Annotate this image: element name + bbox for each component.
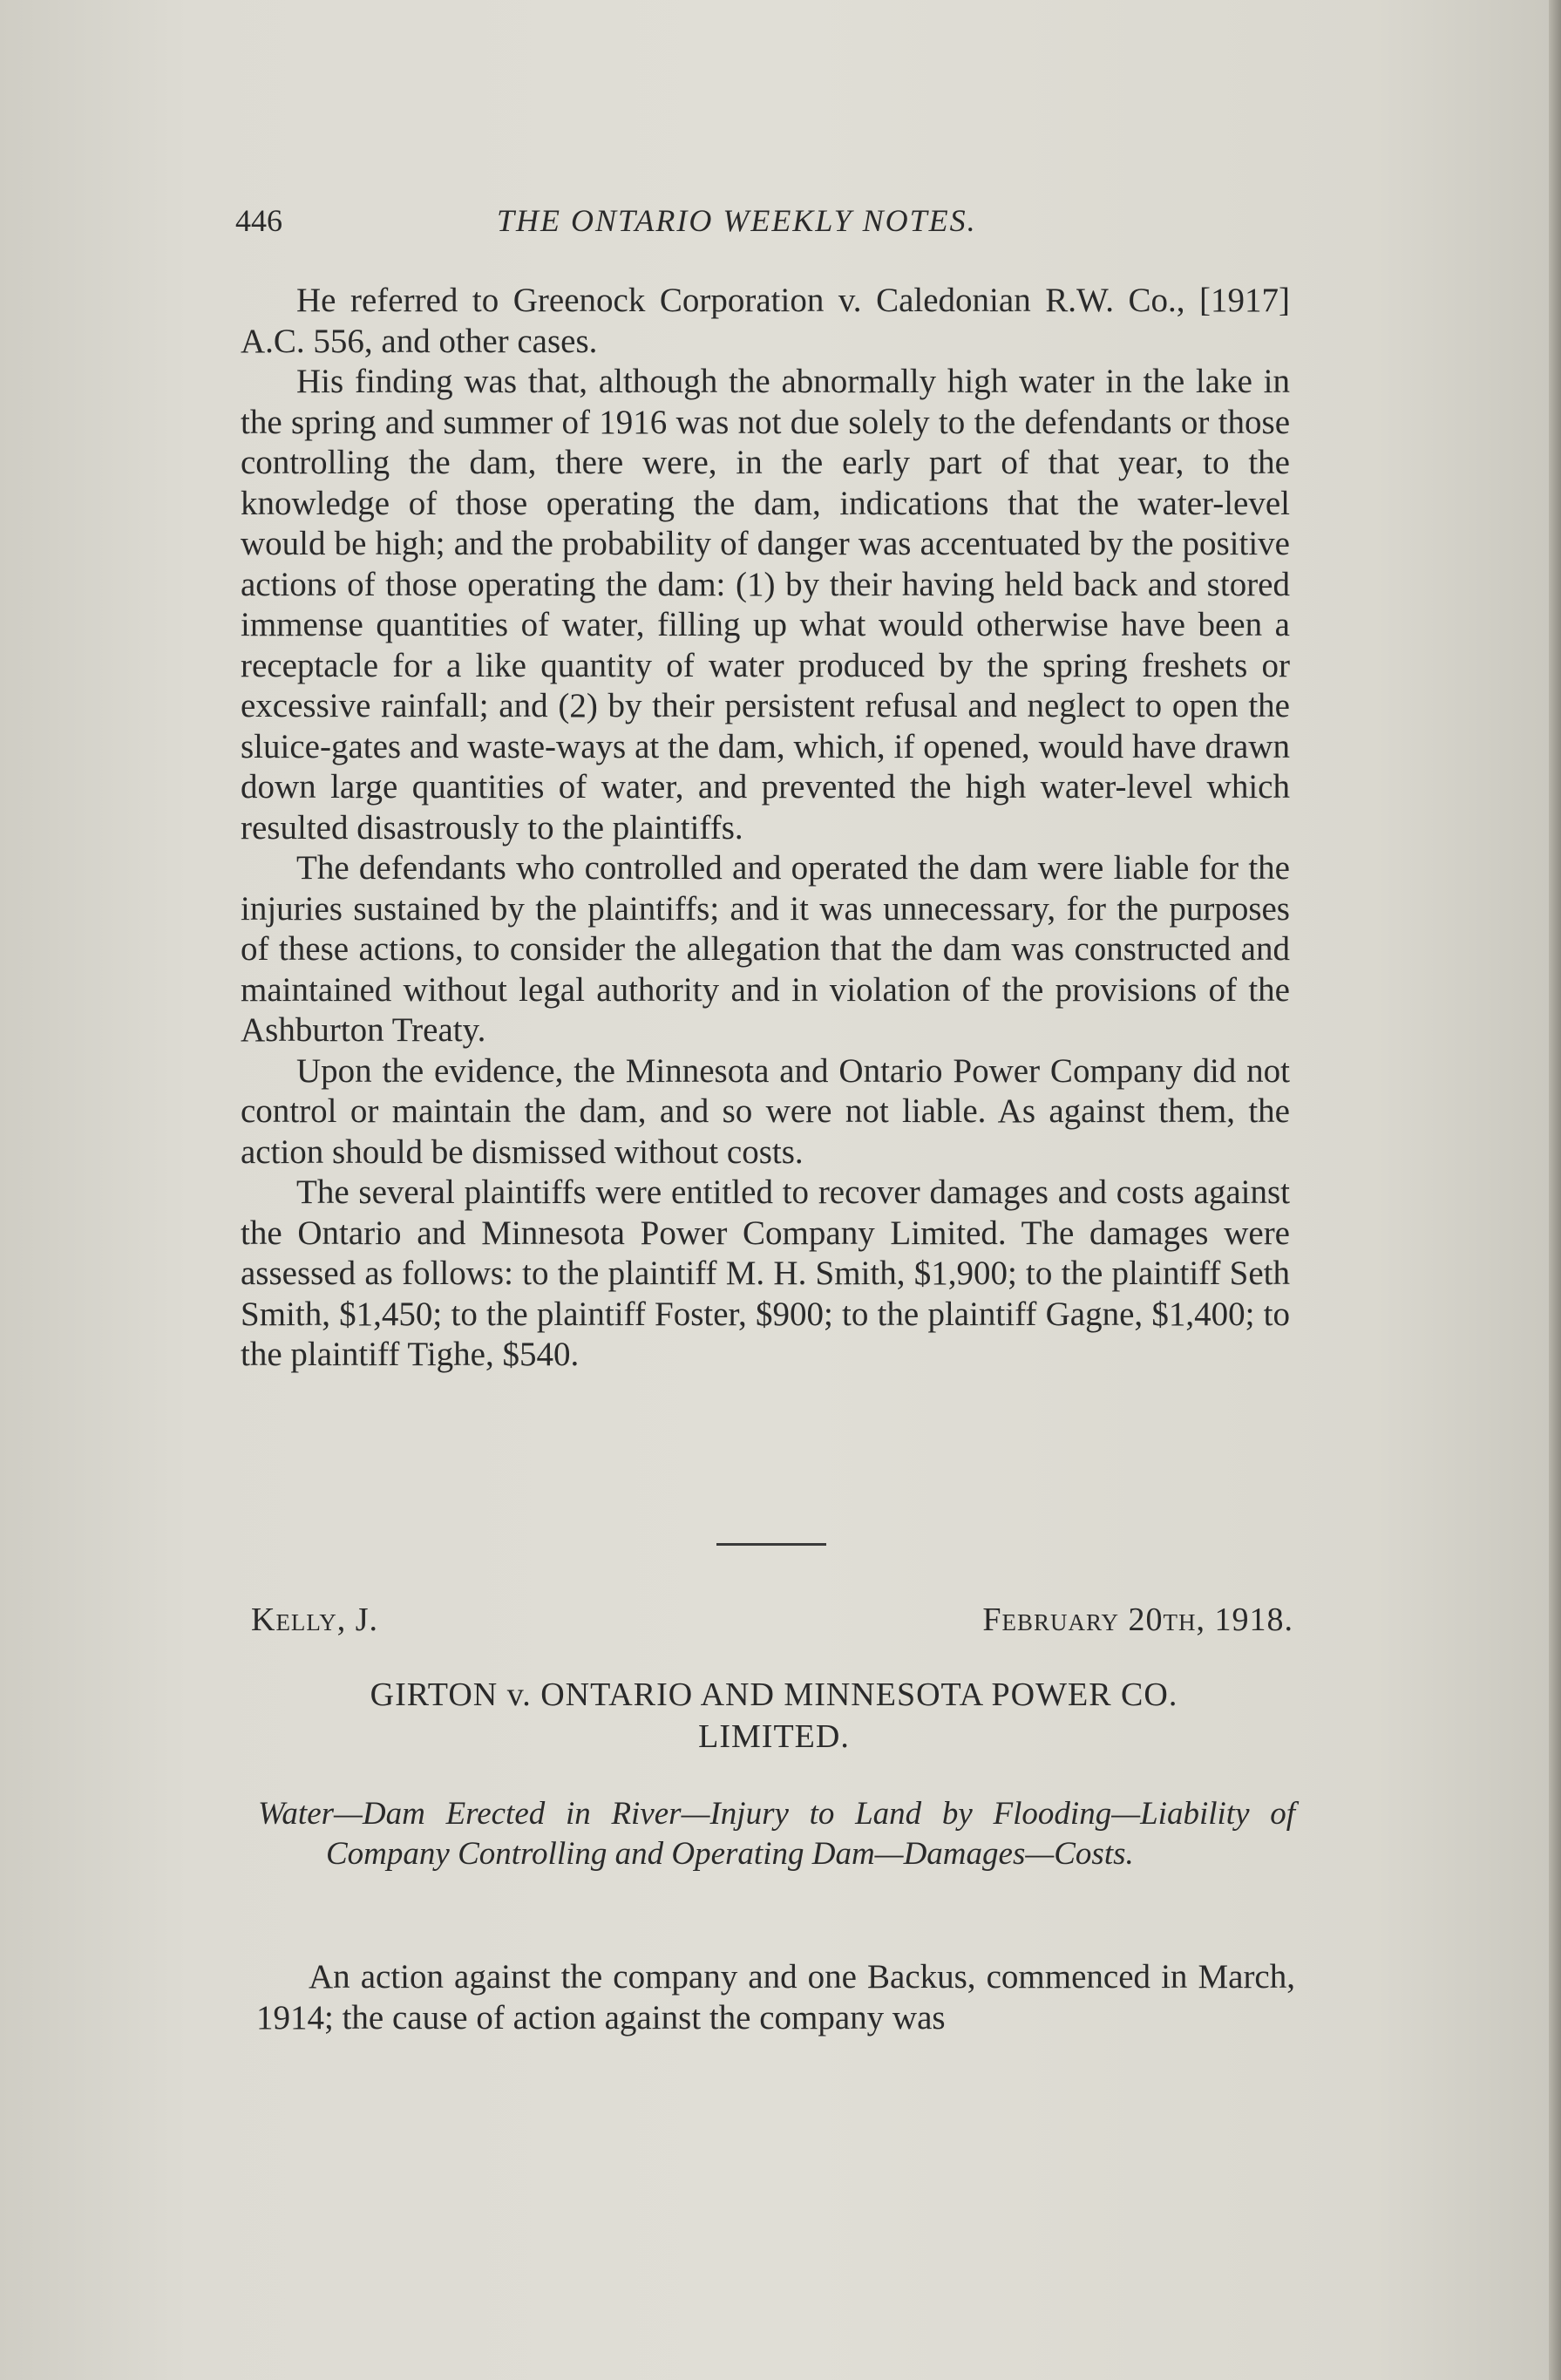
section-divider <box>716 1543 826 1546</box>
journal-title: THE ONTARIO WEEKLY NOTES. <box>497 203 977 238</box>
page-edge-shadow <box>1549 0 1561 2380</box>
headnote: Water—Dam Erected in River—Injury to Land by Flooding—Liability of Company Controlling and Operating Dam—Damages—Costs. <box>258 1796 1295 1872</box>
case-title-line: LIMITED. <box>698 1718 850 1755</box>
page-number: 446 <box>235 203 282 238</box>
judgment-date: February 20th, 1918. <box>982 1601 1293 1638</box>
paragraph: He referred to Greenock Corporation v. Caledonian R.W. Co., [1917] A.C. 556, and other cases. <box>241 282 1290 360</box>
paragraph: The defendants who controlled and operated the dam were liable for the injuries sustained by the plaintiffs; and it was unnecessary, for the purposes of these actions, to consider the allegation that the dam was constructed and maintained without legal authority and in violation of the provisions of the Ashburton Treaty. <box>241 849 1290 1049</box>
case-title <box>253 1674 1295 1758</box>
body-text <box>241 281 1290 1376</box>
opening-paragraph: An action against the company and one Backus, commenced in March, 1914; the cause of action against the company was <box>256 1958 1295 2037</box>
paragraph: The several plaintiffs were entitled to recover damages and costs against the Ontario and Minnesota Power Company Limited. The damages were assessed as follows: to the plaintiff M. H. Smith, $1,900; to the plaintiff Seth Smith, $1,450; to the plaintiff Foster, $900; to the plaintiff Gagne, $1,400; to the plaintiff Tighe, $540. <box>241 1173 1290 1373</box>
judge-name: Kelly, J. <box>251 1601 379 1638</box>
paragraph: Upon the evidence, the Minnesota and Ontario Power Company did not control or maintain the dam, and so were not liable. As against them, the action should be dismissed without costs. <box>241 1051 1290 1171</box>
case-title-line: GIRTON v. ONTARIO AND MINNESOTA POWER CO. <box>370 1676 1178 1713</box>
paragraph: His finding was that, although the abnormally high water in the lake in the spring and summer of 1916 was not due solely to the defendants or those controlling the dam, there were, in the early part of that year, to the knowledge of those operating the dam, indications that the water-level would be high; and the probability of danger was accentuated by the positive actions of those operating the dam: (1) by their having held back and stored immense quantities of water, filling up what would otherwise have been a receptacle for a like quantity of water produced by the spring freshets or excessive rainfall; and (2) by their persistent refusal and neglect to open the sluice-gates and waste-ways at the dam, which, if opened, would have drawn down large quantities of water, and prevented the high water-level which resulted disastrously to the plaintiffs. <box>241 363 1290 847</box>
case-judge-date-line <box>251 1601 1293 1644</box>
running-header <box>235 202 1290 246</box>
